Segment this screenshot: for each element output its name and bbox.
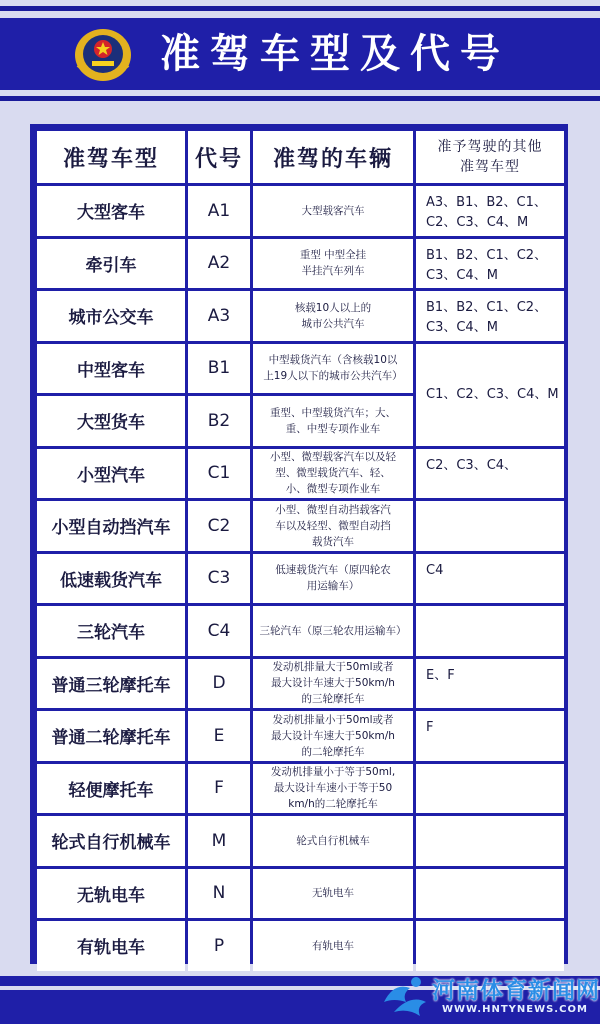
license-code-cell: A1 [188, 186, 250, 236]
license-type-cell: 有轨电车 [37, 921, 185, 971]
license-type-cell: 中型客车 [37, 344, 185, 394]
permitted-vehicles-line: 最大设计车速大于50km/h [271, 677, 395, 690]
permitted-vehicles-line: 最大设计车速大于50km/h [271, 729, 395, 742]
column-header-type: 准驾车型 [37, 131, 185, 183]
other-classes-cell [416, 921, 564, 971]
other-classes-line: C2、C3、C4、 [426, 457, 518, 473]
other-classes-cell [416, 606, 564, 656]
other-classes-cell [416, 449, 564, 499]
license-code-cell: A2 [188, 239, 250, 289]
other-classes-cell [416, 344, 564, 446]
license-type-cell: 牵引车 [37, 239, 185, 289]
permitted-vehicles-line: 重型 中型全挂 [299, 249, 367, 262]
permitted-vehicles-line: 的三轮摩托车 [301, 693, 365, 706]
police-emblem-icon [72, 25, 134, 83]
other-classes-line: B1、B2、C1、C2、 [426, 247, 548, 263]
column-header-other-line1: 准予驾驶的其他 [437, 139, 543, 155]
permitted-vehicles-cell [253, 711, 413, 761]
permitted-vehicles-cell [253, 344, 413, 394]
permitted-vehicles-cell [253, 239, 413, 289]
license-code-cell: C2 [188, 501, 250, 551]
license-type-cell: 普通二轮摩托车 [37, 711, 185, 761]
other-classes-line: E、F [426, 667, 455, 683]
other-classes-cell [416, 239, 564, 289]
license-code-cell: D [188, 659, 250, 709]
permitted-vehicles-cell [253, 659, 413, 709]
header-area [0, 0, 600, 112]
permitted-vehicles-line: 核载10人以上的 [294, 301, 372, 314]
permitted-vehicles-cell [253, 449, 413, 499]
table-row [37, 449, 564, 499]
permitted-vehicles-line: 三轮汽车（原三轮农用运输车） [259, 624, 407, 637]
permitted-vehicles-line: 中型载货汽车（含核载10以 [268, 354, 398, 367]
other-classes-cell [416, 869, 564, 919]
permitted-vehicles-cell [253, 186, 413, 236]
table-row [37, 711, 564, 761]
other-classes-cell [416, 291, 564, 341]
other-classes-cell [416, 501, 564, 551]
table-row [37, 554, 564, 604]
table-row [37, 659, 564, 709]
license-code-cell: M [188, 816, 250, 866]
license-type-cell: 低速载货汽车 [37, 554, 185, 604]
permitted-vehicles-cell [253, 606, 413, 656]
table-row [37, 239, 564, 289]
license-code-cell: C1 [188, 449, 250, 499]
license-type-cell: 普通三轮摩托车 [37, 659, 185, 709]
license-type-cell: 轻便摩托车 [37, 764, 185, 814]
license-code-cell: N [188, 869, 250, 919]
other-classes-line: C3、C4、M [426, 320, 498, 335]
license-code-cell: F [188, 764, 250, 814]
permitted-vehicles-cell [253, 764, 413, 814]
header-bottom-stripe [0, 96, 600, 101]
permitted-vehicles-line: km/h的二轮摩托车 [288, 798, 378, 811]
license-code-cell: C4 [188, 606, 250, 656]
permitted-vehicles-line: 用运输车） [306, 580, 360, 593]
permitted-vehicles-line: 载货汽车 [312, 535, 354, 548]
other-classes-cell [416, 186, 564, 236]
table-row [37, 816, 564, 866]
permitted-vehicles-line: 上19人以下的城市公共汽车） [263, 370, 403, 383]
permitted-vehicles-cell [253, 501, 413, 551]
permitted-vehicles-line: 大型载客汽车 [301, 204, 365, 217]
table-row [37, 869, 564, 919]
other-classes-cell [416, 659, 564, 709]
permitted-vehicles-line: 小型、微型载客汽车以及轻 [270, 451, 396, 464]
permitted-vehicles-line: 城市公共汽车 [301, 317, 365, 330]
permitted-vehicles-cell [253, 816, 413, 866]
other-classes-line: A3、B1、B2、C1、 [426, 195, 547, 210]
license-type-cell: 小型自动挡汽车 [37, 501, 185, 551]
watermark-url: WWW.HNTYNEWS.COM [442, 1004, 588, 1015]
page-title: 准驾车型及代号 [160, 31, 510, 77]
table-row [37, 344, 564, 394]
table-row [37, 921, 564, 971]
header-top-stripe [0, 6, 600, 11]
other-classes-line: B1、B2、C1、C2、 [426, 300, 548, 315]
other-classes-cell [416, 554, 564, 604]
permitted-vehicles-cell [253, 869, 413, 919]
license-code-cell: B2 [188, 396, 250, 446]
table-row [37, 606, 564, 656]
table-header-row [37, 131, 564, 183]
table-row [37, 291, 564, 341]
permitted-vehicles-line: 发动机排量小于50ml或者 [272, 713, 394, 726]
permitted-vehicles-cell [253, 921, 413, 971]
license-code-cell: B1 [188, 344, 250, 394]
column-header-code: 代号 [188, 131, 250, 183]
other-classes-line: C2、C3、C4、M [426, 215, 529, 230]
license-code-cell: C3 [188, 554, 250, 604]
permitted-vehicles-line: 小、微型专项作业车 [285, 483, 381, 496]
permitted-vehicles-line: 发动机排量大于50ml或者 [272, 661, 394, 674]
permitted-vehicles-line: 车以及轻型、微型自动挡 [275, 519, 391, 532]
permitted-vehicles-line: 低速载货汽车（原四轮农 [275, 564, 391, 577]
license-type-cell: 轮式自行机械车 [37, 816, 185, 866]
column-header-other [416, 131, 564, 183]
permitted-vehicles-line: 无轨电车 [312, 887, 354, 900]
permitted-vehicles-line: 的二轮摩托车 [301, 745, 365, 758]
permitted-vehicles-line: 最大设计车速小于等于50 [273, 782, 393, 795]
license-table [34, 128, 567, 974]
watermark-title: 河南体育新闻网 [432, 978, 600, 1004]
permitted-vehicles-line: 重、中型专项作业车 [285, 422, 381, 435]
table-row [37, 186, 564, 236]
other-classes-cell [416, 711, 564, 761]
other-classes-cell [416, 764, 564, 814]
license-code-cell: A3 [188, 291, 250, 341]
license-code-cell: P [188, 921, 250, 971]
permitted-vehicles-line: 轮式自行机械车 [296, 834, 370, 847]
license-type-cell: 大型客车 [37, 186, 185, 236]
other-classes-line: C1、C2、C3、C4、M [426, 386, 559, 402]
license-type-cell: 城市公交车 [37, 291, 185, 341]
permitted-vehicles-line: 半挂汽车列车 [301, 265, 365, 278]
other-classes-line: F [426, 720, 434, 735]
table-row [37, 764, 564, 814]
license-type-cell: 无轨电车 [37, 869, 185, 919]
permitted-vehicles-line: 有轨电车 [312, 939, 354, 952]
permitted-vehicles-line: 小型、微型自动挡载客汽 [275, 503, 391, 516]
license-class-table [30, 124, 568, 964]
other-classes-line: C4 [426, 562, 444, 578]
column-header-other-line2: 准驾车型 [460, 159, 520, 175]
other-classes-line: C3、C4、M [426, 267, 498, 283]
splash-logo-icon [380, 972, 430, 1018]
table-row [37, 501, 564, 551]
license-code-cell: E [188, 711, 250, 761]
permitted-vehicles-cell [253, 396, 413, 446]
other-classes-cell [416, 816, 564, 866]
column-header-vehicles: 准驾的车辆 [253, 131, 413, 183]
permitted-vehicles-line: 发动机排量小于等于50ml, [270, 766, 396, 779]
watermark [380, 970, 600, 1024]
license-type-cell: 小型汽车 [37, 449, 185, 499]
permitted-vehicles-cell [253, 291, 413, 341]
permitted-vehicles-line: 重型、中型载货汽车；大、 [270, 406, 396, 419]
permitted-vehicles-cell [253, 554, 413, 604]
license-type-cell: 大型货车 [37, 396, 185, 446]
permitted-vehicles-line: 型、微型载货汽车、轻、 [275, 467, 391, 480]
license-type-cell: 三轮汽车 [37, 606, 185, 656]
